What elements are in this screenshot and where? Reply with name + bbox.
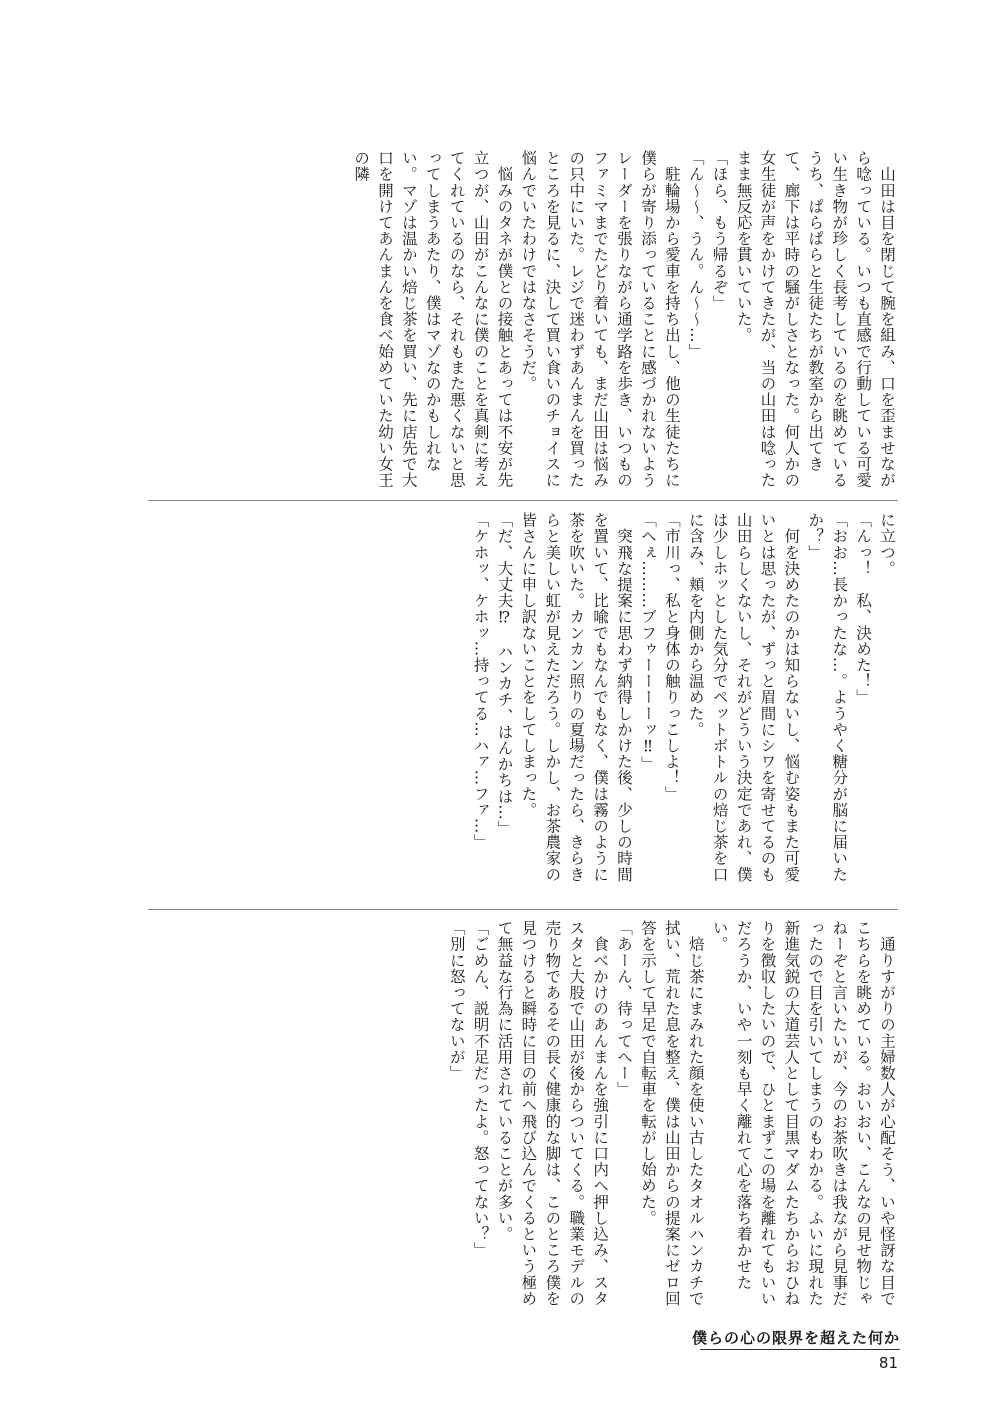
vertical-text-3 bbox=[148, 920, 898, 1315]
paragraph: 「ごめん、説明不足だったよ。怒ってない？」 bbox=[471, 920, 490, 1259]
paragraph: 焙じ茶にまみれた顔を使い古したタオルハンカチで拭い、荒れた息を整え、僕は山田からの提案にゼロ回答を示して早足で自転車を転がし始めた。 bbox=[638, 920, 705, 1307]
page-number: 81 bbox=[878, 1354, 898, 1372]
paragraph: 「別に怒ってないが」 bbox=[447, 920, 466, 1081]
paragraph: 何を決めたのかは知らないし、悩む姿もまた可愛いとは思ったが、ずっと眉間にシワを寄せてるのも山田らしくないし、それがどういう決定であれ、僕は少しホッとした気分でペットボトルの焙じ茶を口に含み、頬を内側から温めた。 bbox=[686, 512, 801, 883]
text-block-2 bbox=[148, 512, 898, 897]
paragraph: に立つ。 bbox=[878, 512, 896, 577]
paragraph: 「んっ！ 私、決めた！」 bbox=[854, 512, 873, 706]
section-divider bbox=[148, 909, 898, 910]
paragraph: 悩みのタネが僕との接触とあっては不安が先立つが、山田がこんなに僕のことを真剣に考えてくれているのなら、それもまた悪くないと思ってしまうあたり、僕はマゾなのかもしれない。マゾは温かい焙じ茶を買い、先に店先で大口を開けてあんまんを食べ始めていた幼い女王の隣 bbox=[352, 150, 514, 489]
paragraph: 「市川っ、私と身体の触りっこしよ！」 bbox=[662, 512, 681, 802]
paragraph: 「だ、大丈夫⁉ ハンカチ、はんかちは…」 bbox=[495, 512, 514, 837]
paragraph: 駐輪場から愛車を持ち出し、他の生徒たちに僕らが寄り添っていることに感づかれないようレーダーを張りながら通学路を歩き、いつものファミマまでたどり着いても、まだ山田は悩みの只中にいた。レジで迷わずあんまんを買ったところを見るに、決して買い食いのチョイスに悩んでいたわけではなさそうだ。 bbox=[519, 150, 681, 489]
paragraph: 「ん〜〜、うん。ん〜〜…」 bbox=[686, 150, 705, 360]
paragraph: 「へぇ………ブフゥーーーーッ‼」 bbox=[638, 512, 657, 773]
paragraph: 突飛な提案に思わず納得しかけた後、少しの時間を置いて、比喩でもなんでもなく、僕は霧のように茶を吹いた。カンカン照りの夏場だったら、きらきらと美しい虹が見えただろう。しかし、お茶農家の皆さんに申し訳ないことをしてしまった。 bbox=[519, 512, 634, 883]
paragraph: 山田は目を閉じて腕を組み、口を歪ませながら唸っている。いつも直感で行動している可愛い生き物が珍しく長考しているのを眺めているうち、ぱらぱらと生徒たちが教室から出てきて、廊下は平時の騒がしさとなった。何人かの女生徒が声をかけてきたが、当の山田は唸ったまま無反応を貫いていた。 bbox=[734, 150, 896, 489]
paragraph: 「あーん、待ってへー」 bbox=[615, 920, 634, 1098]
paragraph: 「ケホッ、ケホッ…持ってる…ハァ…ファ…」 bbox=[471, 512, 490, 851]
text-block-3 bbox=[148, 920, 898, 1315]
vertical-text-2 bbox=[148, 512, 898, 897]
paragraph: 食べかけのあんまんを強引に口内へ押し込み、スタスタと大股で山田が後からついてくる。職業モデルの売り物であるその長く健康的な脚は、このところ僕を見つけると瞬時に目の前へ飛び込んでくるという極めて無益な行為に活用されていることが多い。 bbox=[495, 920, 610, 1307]
paragraph: 「おお…長かったな…。ようやく糖分が脳に届いたか？」 bbox=[806, 512, 849, 883]
footer-rule bbox=[700, 1349, 900, 1350]
vertical-text-1 bbox=[148, 150, 898, 490]
paragraph: 「ほら、もう帰るぞ」 bbox=[710, 150, 729, 311]
section-divider bbox=[148, 500, 898, 501]
running-title: 僕らの心の限界を超えた何か bbox=[691, 1329, 900, 1347]
paragraph: 通りすがりの主婦数人が心配そう、いや怪訝な目でこちらを眺めている。おいおい、こんなの見せ物じゃねーぞと言いたいが、今のお茶吹きは我ながら見事だったので目を引いてしまうのもわかる。ふいに現れた新進気鋭の大道芸人として目黒マダムたちからおひねりを徴収したいので、ひとまずこの場を離れてもいいだろうか、いや一刻も早く離れて心を落ち着かせたい。 bbox=[710, 920, 896, 1307]
text-block-1 bbox=[148, 150, 898, 490]
